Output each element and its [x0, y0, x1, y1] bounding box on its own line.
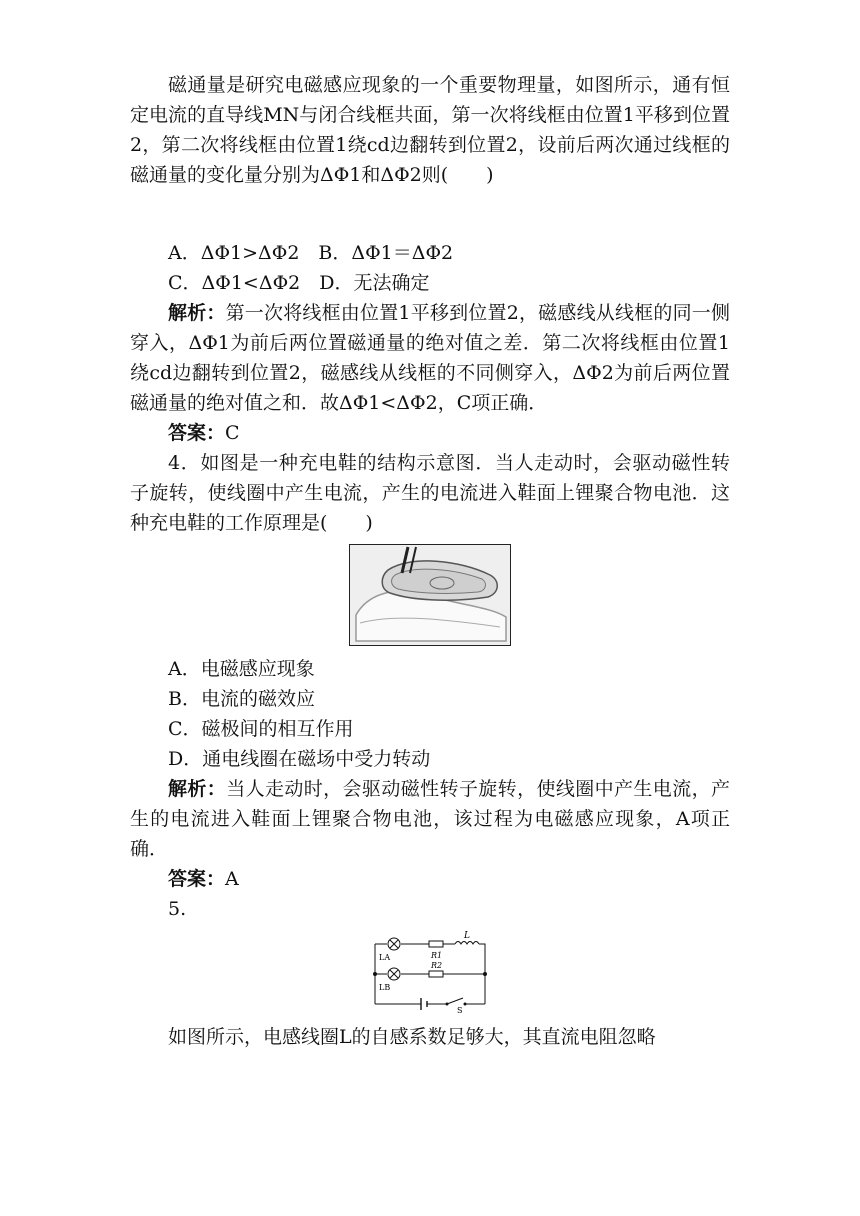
q4-stem: 4．如图是一种充电鞋的结构示意图．当人走动时，会驱动磁性转子旋转，使线圈中产生电流，产生的电流进入鞋面上锂聚合物电池．这种充电鞋的工作原理是( ): [130, 452, 730, 534]
analysis-label: 解析：: [168, 778, 227, 800]
q3-answer: [168, 418, 730, 448]
analysis-text: 第一次将线框由位置1平移到位置2，磁感线从线框的同一侧穿入，ΔΦ1为前后两位置磁通量的绝对值之差．第二次将线框由位置1绕cd边翻转到位置2，磁感线从线框的不同侧穿入，ΔΦ2为前后两位置磁通量的绝对值之和．故ΔΦ1<ΔΦ2，C项正确．: [130, 302, 730, 414]
q4-option-d: D．通电线圈在磁场中受力转动: [168, 748, 431, 770]
q4-answer: [168, 864, 730, 894]
q3-options-line2: C．ΔΦ1<ΔΦ2 D．无法确定: [168, 272, 430, 294]
circuit-diagram: [371, 930, 489, 1014]
document-page: [130, 70, 730, 1052]
label-switch: S: [457, 1006, 463, 1014]
label-inductor: L: [464, 931, 470, 941]
answer-label: 答案：: [168, 422, 226, 444]
q5-number: 5.: [168, 898, 187, 920]
q4-option-a: A．电磁感应现象: [168, 658, 315, 680]
circuit-figure: [130, 930, 730, 1014]
q5-stem: 如图所示，电感线圈L的自感系数足够大，其直流电阻忽略: [168, 1026, 656, 1048]
label-r1: R1: [431, 951, 443, 960]
answer-value: A: [225, 868, 239, 890]
q3-options-line1: A．ΔΦ1>ΔΦ2 B．ΔΦ1＝ΔΦ2: [168, 242, 454, 264]
figure-gap: [130, 190, 730, 238]
q4-option-b: B．电流的磁效应: [168, 688, 315, 710]
q3-analysis: [130, 298, 730, 418]
label-lamp-a: LA: [379, 953, 391, 962]
label-r2: R2: [431, 961, 443, 970]
answer-label: 答案：: [168, 868, 226, 890]
analysis-text: 当人走动时，会驱动磁性转子旋转，使线圈中产生电流，产生的电流进入鞋面上锂聚合物电池，该过程为电磁感应现象，A项正确．: [130, 778, 730, 860]
charging-shoe-image: [349, 544, 511, 646]
q3-stem: 磁通量是研究电磁感应现象的一个重要物理量，如图所示，通有恒定电流的直导线MN与闭合线框共面，第一次将线框由位置1平移到位置2，第二次将线框由位置1绕cd边翻转到位置2，设前后两次通过线框的磁通量的变化量分别为ΔΦ1和ΔΦ2则( ): [130, 74, 730, 186]
q4-option-c: C．磁极间的相互作用: [168, 718, 354, 740]
shoe-figure: [130, 544, 730, 646]
analysis-label: 解析：: [168, 302, 226, 324]
q4-analysis: [130, 774, 730, 864]
answer-value: C: [225, 422, 240, 444]
label-lamp-b: LB: [379, 983, 391, 992]
